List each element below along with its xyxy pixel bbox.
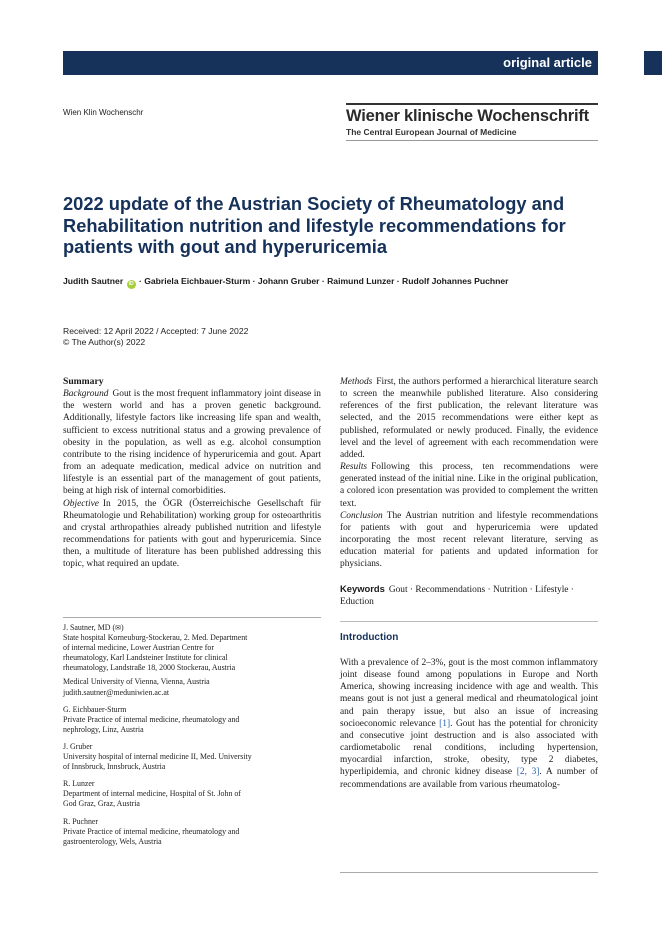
summary-methods	[340, 376, 598, 461]
affiliation-eichbauer-sturm	[63, 705, 321, 735]
summary-column-left	[63, 376, 321, 571]
affiliation-line: University hospital of internal medicine II, Med. University	[63, 752, 252, 762]
affiliation-name: R. Puchner	[63, 816, 99, 826]
received-accepted-dates: Received: 12 April 2022 / Accepted: 7 June 2022	[63, 326, 249, 336]
affiliation-name: J. Sautner, MD	[63, 623, 111, 632]
affiliation-line: Private Practice of internal medicine, rheumatology and	[63, 714, 240, 724]
affiliation-line: Department of internal medicine, Hospital of St. John of	[63, 789, 241, 799]
affiliation-line: nephrology, Linz, Austria	[63, 724, 144, 734]
journal-logo	[346, 103, 598, 141]
article-title: 2022 update of the Austrian Society of Rheumatology and Rehabilitation nutrition and lifestyle recommendations for patients with gout and hyperuricemia	[63, 193, 566, 257]
other-authors: · Gabriela Eichbauer-Sturm · Johann Gruber · Raimund Lunzer · Rudolf Johannes Puchner	[138, 276, 509, 286]
summary-background	[63, 388, 321, 497]
methods-label: Methods	[340, 377, 373, 387]
affiliation-line: gastroenterology, Wels, Austria	[63, 836, 162, 846]
introduction-paragraph	[340, 657, 598, 791]
copyright-notice: © The Author(s) 2022	[63, 337, 146, 347]
citation-link[interactable]: [1]	[439, 718, 451, 729]
affiliation-line: God Graz, Graz, Austria	[63, 799, 140, 809]
article-type-banner	[63, 51, 598, 75]
summary-heading: Summary	[63, 376, 104, 387]
keywords-text: Gout · Recommendations · Nutrition · Lifestyle · Eduction	[340, 584, 574, 607]
column-bottom-rule	[340, 872, 598, 873]
mail-icon[interactable]: ✉	[115, 624, 121, 632]
results-label: Results	[340, 462, 368, 473]
article-type-label: original article	[503, 55, 592, 70]
affiliation-line: of Innsbruck, Innsbruck, Austria	[63, 762, 166, 772]
citation-link[interactable]: [2, 3]	[516, 767, 540, 778]
affiliations-block	[63, 617, 321, 854]
introduction-text: . A number of recommendations are available from various rheumatolog-	[340, 767, 598, 790]
affiliation-name: R. Lunzer	[63, 779, 95, 789]
journal-subtitle: The Central European Journal of Medicine	[346, 126, 598, 141]
first-author[interactable]: Judith Sautner	[63, 276, 124, 286]
affiliation-line: of internal medicine, Lower Austrian Centre for	[63, 643, 214, 653]
summary-conclusion	[340, 510, 598, 571]
keywords	[340, 583, 598, 608]
introduction-heading: Introduction	[340, 621, 598, 644]
affiliation-name: G. Eichbauer-Sturm	[63, 704, 127, 714]
author-list	[63, 276, 623, 289]
background-label: Background	[63, 389, 109, 400]
conclusion-label: Conclusion	[340, 510, 383, 521]
affiliation-lunzer	[63, 779, 321, 809]
affiliation-line: Private Practice of internal medicine, rheumatology and	[63, 826, 240, 836]
affiliation-line: rheumatology, Landstraße 18, 2000 Stockerau, Austria	[63, 663, 236, 673]
affiliation-sautner: J. Sautner, MD (✉) State hospital Korneuburg-Stockerau, 2. Med. Department of internal medicine, Lower Austrian Centre for rheumatology, Karl Landsteiner Institute for clinical rheumatology, Landstraße 18, 2000 Stockerau, Austria Medical University of Vienna, Vienna, Austria judith.sautner@meduniwien.ac.at	[63, 623, 321, 698]
summary-column-right	[340, 376, 598, 791]
affiliation-puchner	[63, 817, 321, 847]
journal-abbreviation: Wien Klin Wochenschr	[63, 108, 144, 117]
summary-objective	[63, 498, 321, 571]
objective-text: In 2015, the ÖGR (Österreichische Gesellschaft für Rheumatologie und Rehabilitation) working group for osteoarthritis and crystal arthropathies already published nutrition and lifestyle recommendations for patients with gout and hyperuricemia. Since then, a multitude of literature has been published addressing this topic, what required an update.	[63, 498, 321, 570]
summary-results	[340, 461, 598, 510]
background-text: Gout is the most frequent inflammatory joint disease in the western world and has a proven genetic background. Additionally, lifestyle factors like increasing life span and wealth, sufficient to excess nutritional status and a growing prevalence of obesity in the population, as well as e.g. alcohol consumption contribute to the rising incidence of hyperuricemia and gout. Apart from an adequate medication, medical advice on nutrition and lifestyle is an essential part of the management of gout patients, being at high risk of internal comorbidities.	[63, 389, 321, 497]
affiliation-line: Medical University of Vienna, Vienna, Austria	[63, 677, 210, 687]
journal-name: Wiener klinische Wochenschrift	[346, 103, 598, 126]
affiliation-line: State hospital Korneuburg-Stockerau, 2. Med. Department	[63, 633, 248, 643]
results-text: Following this process, ten recommendations were generated instead of the initial nine. Like in the original publication, a colored icon presentation was provided to complement the written text.	[340, 462, 598, 509]
orcid-icon[interactable]: iD	[128, 281, 134, 287]
page-edge-tab	[644, 51, 662, 75]
keywords-label: Keywords	[340, 582, 385, 594]
author-email-link[interactable]: judith.sautner@meduniwien.ac.at	[63, 687, 170, 697]
conclusion-text: The Austrian nutrition and lifestyle recommendations for patients with gout and hyperuricemia were updated incorporating the most recent relevant literature, serving as education material for patients and updated information for physicians.	[340, 510, 598, 570]
introduction-text: With a prevalence of 2–3%, gout is the most common inflammatory joint disease found among populations in Europe and North America, showing increasing incidence with age and wealth. This means gout is not just a general medical and rheumatological joint and pain therapy issue, but also an issue of increasing socioeconomic relevance	[340, 657, 598, 729]
introduction-text: . Gout has the potential for chronicity and consecutive joint destruction and is also associated with cardiometabolic renal conditions, including hypertension, myocardial infarction, stroke, obesity, type 2 diabetes, hyperlipidemia, and chronic kidney disease	[340, 718, 598, 778]
methods-text: First, the authors performed a hierarchical literature search to screen the meanwhile published literature. Also considering references of the first publication, the relevant literature was selected, and the 2015 recommendations were either kept as published, reformulated or newly produced. Finally, the evidence level and the level of agreement with each recommendation were added.	[340, 377, 598, 460]
objective-label: Objective	[63, 498, 99, 509]
affiliation-line: rheumatology, Karl Landsteiner Institute for clinical	[63, 653, 228, 663]
affiliation-gruber	[63, 742, 321, 772]
article-dates	[63, 326, 248, 348]
affiliation-name: J. Gruber	[63, 741, 93, 751]
